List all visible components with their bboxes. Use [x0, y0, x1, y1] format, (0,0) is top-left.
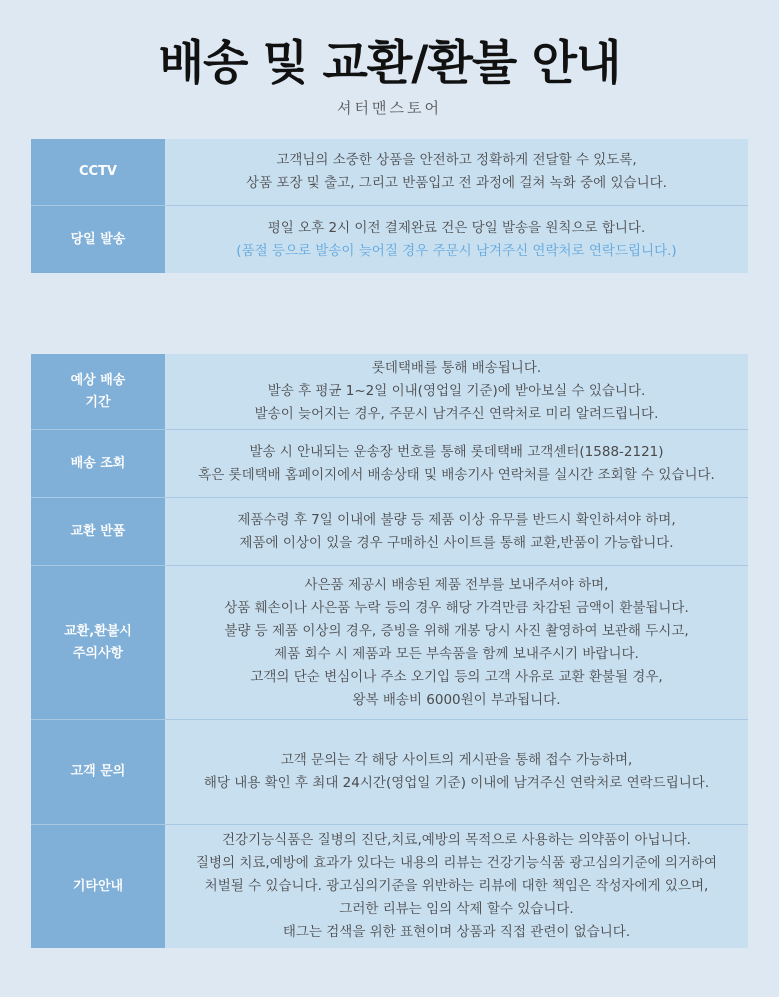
shipping-info-table — [31, 139, 748, 273]
table-row — [31, 825, 748, 948]
policy-info-table — [31, 354, 748, 948]
content-line: 평일 오후 2시 이전 결제완료 건은 당일 발송을 원칙으로 합니다. — [267, 219, 646, 236]
content-line: 건강기능식품은 질병의 진단,치료,예방의 목적으로 사용하는 의약품이 아닙니다. — [222, 832, 691, 848]
table-row — [31, 720, 748, 825]
content-line: 해당 내용 확인 후 최대 24시간(영업일 기준) 이내에 남겨주신 연락처로 연락드립니다. — [203, 775, 710, 791]
content-line: 제품수령 후 7일 이내에 불량 등 제품 이상 유무를 반드시 확인하셔야 하며, — [237, 511, 676, 528]
table-row — [31, 354, 748, 430]
row-content — [165, 430, 748, 497]
row-label: 교환,환불시 주의사항 — [31, 566, 165, 719]
row-label: 배송 조회 — [31, 430, 165, 497]
row-label: 교환 반품 — [31, 498, 165, 565]
content-line: 롯데택배를 통해 배송됩니다. — [371, 360, 542, 376]
content-line: 발송 시 안내되는 운송장 번호를 통해 롯데택배 고객센터(1588-2121) — [249, 443, 664, 460]
content-line: 상품 훼손이나 사은품 누락 등의 경우 해당 가격만큼 차감된 금액이 환불됩니다. — [224, 599, 689, 616]
content-line: 발송이 늦어지는 경우, 주문시 남겨주신 연락처로 미리 알려드립니다. — [254, 406, 659, 422]
content-line: 고객 문의는 각 해당 사이트의 게시판을 통해 접수 가능하며, — [280, 752, 633, 768]
row-content — [165, 139, 748, 205]
page-title: 배송 및 교환/환불 안내 — [158, 36, 621, 91]
row-content — [165, 498, 748, 565]
content-line: 혹은 롯데택배 홈페이지에서 배송상태 및 배송기사 연락처를 실시간 조회할 수 있습니다. — [198, 466, 715, 483]
table-row — [31, 139, 748, 206]
store-name: 셔터맨스토어 — [337, 99, 442, 117]
row-content — [165, 720, 748, 824]
row-label: CCTV — [31, 139, 165, 205]
table-row — [31, 206, 748, 273]
table-row — [31, 430, 748, 498]
content-line: 제품 회수 시 제품과 모든 부속품을 함께 보내주시기 바랍니다. — [274, 645, 639, 662]
content-line: 처벌될 수 있습니다. 광고심의기준을 위반하는 리뷰에 대한 책임은 작성자에게 있으며, — [204, 878, 709, 894]
row-label: 고객 문의 — [31, 720, 165, 824]
content-line: 고객님의 소중한 상품을 안전하고 정확하게 전달할 수 있도록, — [276, 152, 637, 168]
row-label: 당일 발송 — [31, 206, 165, 273]
content-line: 제품에 이상이 있을 경우 구매하신 사이트를 통해 교환,반품이 가능합니다. — [239, 534, 674, 551]
content-line: 고객의 단순 변심이나 주소 오기입 등의 고객 사유로 교환 환불될 경우, — [250, 668, 663, 685]
row-content — [165, 206, 748, 273]
row-label: 기타안내 — [31, 825, 165, 948]
table-row — [31, 566, 748, 720]
row-content — [165, 354, 748, 429]
content-line: 사은품 제공시 배송된 제품 전부를 보내주셔야 하며, — [304, 576, 609, 593]
content-line: 상품 포장 및 출고, 그리고 반품입고 전 과정에 걸쳐 녹화 중에 있습니다. — [246, 175, 667, 191]
content-line: 질병의 치료,예방에 효과가 있다는 내용의 리뷰는 건강기능식품 광고심의기준에 의거하여 — [195, 855, 718, 871]
highlight-note: (품절 등으로 발송이 늦어질 경우 주문시 남겨주신 연락처로 연락드립니다.) — [236, 242, 677, 259]
content-line: 발송 후 평균 1~2일 이내(영업일 기준)에 받아보실 수 있습니다. — [267, 383, 646, 399]
row-content — [165, 825, 748, 948]
content-line: 태그는 검색을 위한 표현이며 상품과 직접 관련이 없습니다. — [282, 924, 631, 940]
content-line: 그러한 리뷰는 임의 삭제 할수 있습니다. — [339, 901, 574, 917]
table-row — [31, 498, 748, 566]
content-line: 불량 등 제품 이상의 경우, 증빙을 위해 개봉 당시 사진 촬영하여 보관해 두시고, — [224, 622, 689, 639]
row-label: 예상 배송 기간 — [31, 354, 165, 429]
content-line: 왕복 배송비 6000원이 부과됩니다. — [352, 691, 561, 708]
row-content — [165, 566, 748, 719]
